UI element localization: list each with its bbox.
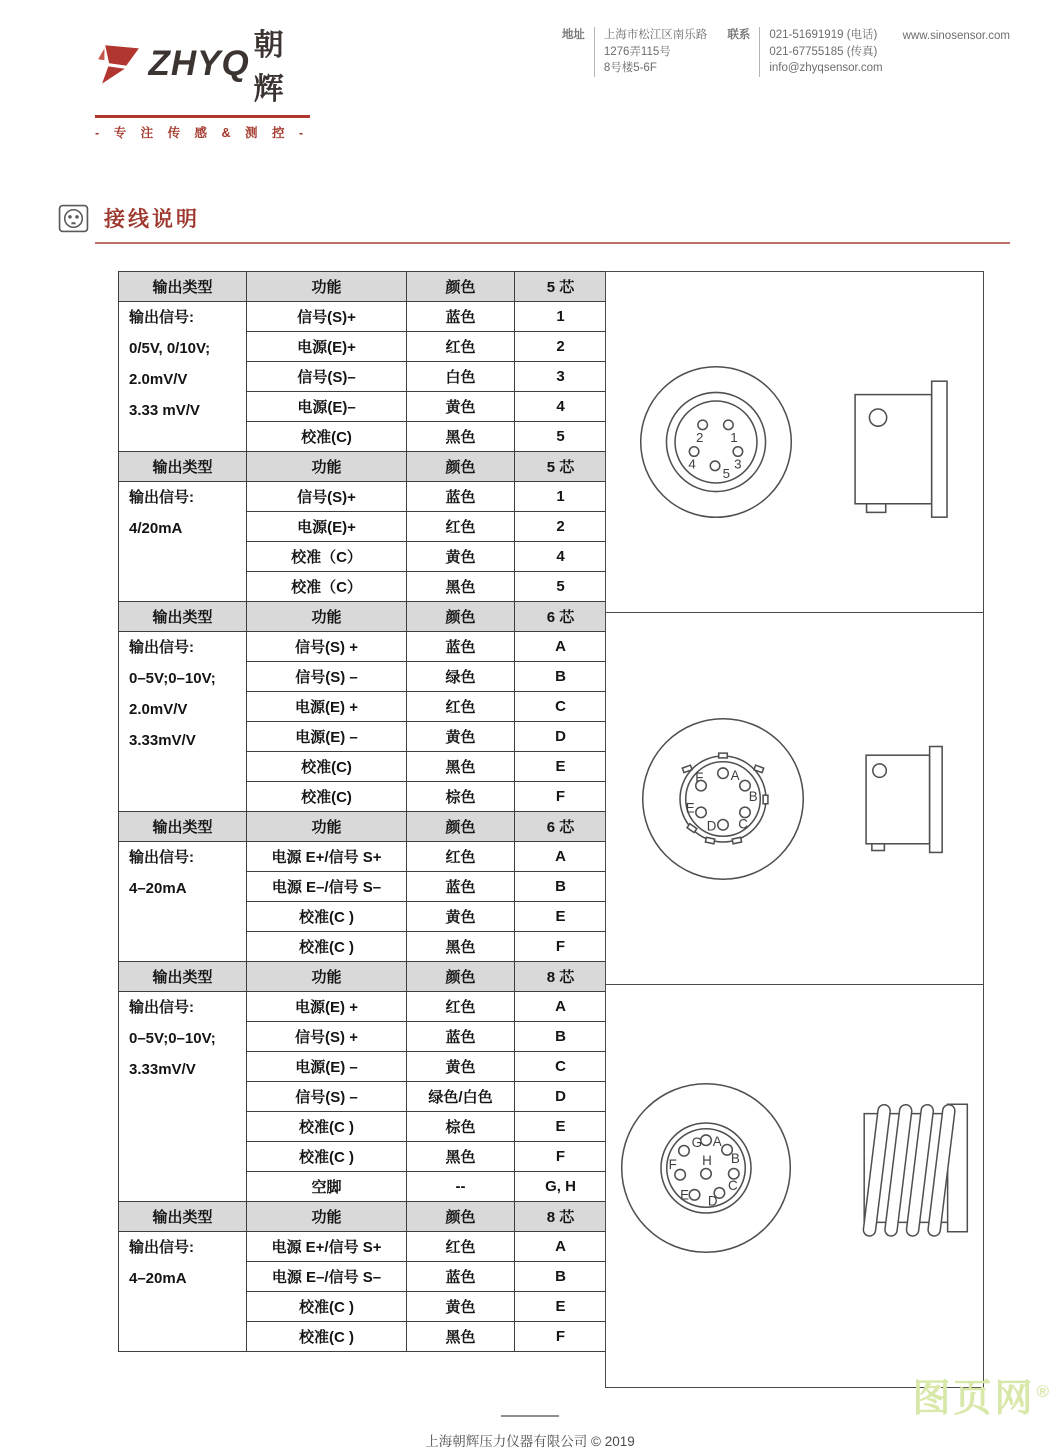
- pin-cell: 2: [515, 512, 607, 542]
- column-header: 颜色: [407, 602, 515, 632]
- pin-cell: D: [515, 1082, 607, 1112]
- contact-label: 联系: [727, 29, 751, 41]
- color-cell: 红色: [407, 992, 515, 1022]
- function-cell: 信号(S) –: [247, 662, 407, 692]
- function-cell: 电源(E)+: [247, 332, 407, 362]
- pin-label: F: [694, 769, 703, 785]
- address-lines: [594, 27, 708, 77]
- pin-cell: F: [515, 932, 607, 962]
- wiring-table-section: [118, 1201, 607, 1352]
- function-cell: 电源 E+/信号 S+: [247, 1232, 407, 1262]
- table-header-row: [119, 812, 607, 842]
- column-header: 颜色: [407, 962, 515, 992]
- color-cell: 白色: [407, 362, 515, 392]
- column-header: 6 芯: [515, 812, 607, 842]
- function-cell: 校准(C ): [247, 1292, 407, 1322]
- address-label: 地址: [561, 29, 585, 41]
- logo-mark-icon: [95, 38, 140, 90]
- column-header: 颜色: [407, 812, 515, 842]
- output-type-cell: [119, 842, 247, 962]
- logo-tagline: - 专 注 传 感 & 测 控 -: [95, 126, 309, 140]
- color-cell: 红色: [407, 512, 515, 542]
- color-cell: 黄色: [407, 1292, 515, 1322]
- diagram-box-8pin: [605, 984, 984, 1388]
- title-underline: [95, 242, 1010, 244]
- pin-cell: 4: [515, 542, 607, 572]
- function-cell: 电源(E) +: [247, 992, 407, 1022]
- output-signal-line: 0/5V, 0/10V;: [129, 340, 211, 357]
- wiring-table-section: [118, 601, 607, 812]
- pin-label: D: [706, 818, 716, 834]
- output-signal-line: 4–20mA: [129, 880, 187, 897]
- pin-cell: B: [515, 872, 607, 902]
- function-cell: 电源(E)+: [247, 512, 407, 542]
- output-signal-line: 0–5V;0–10V;: [129, 1030, 216, 1047]
- pin-cell: 1: [515, 302, 607, 332]
- 8-pin-connector-thread-side-icon: [849, 1093, 975, 1243]
- pin-cell: E: [515, 1112, 607, 1142]
- pin-cell: C: [515, 1052, 607, 1082]
- pin-cell: 3: [515, 362, 607, 392]
- output-type-cell: [119, 302, 247, 452]
- section-header: [58, 203, 1060, 233]
- column-header: 输出类型: [119, 962, 247, 992]
- column-header: 功能: [247, 272, 407, 302]
- color-cell: 蓝色: [407, 632, 515, 662]
- color-cell: 蓝色: [407, 1022, 515, 1052]
- pin-cell: D: [515, 722, 607, 752]
- color-cell: 黑色: [407, 932, 515, 962]
- 8-pin-connector-front-icon: [615, 1077, 797, 1259]
- column-header: 8 芯: [515, 1202, 607, 1232]
- footer-divider: [501, 1415, 559, 1417]
- column-header: 功能: [247, 962, 407, 992]
- function-cell: 校准（C）: [247, 542, 407, 572]
- color-cell: 红色: [407, 842, 515, 872]
- watermark: [912, 1367, 1050, 1422]
- contact-lines: [759, 27, 882, 77]
- address-line: 上海市松江区南乐路: [603, 29, 708, 41]
- color-cell: 黑色: [407, 422, 515, 452]
- page-header: [0, 0, 1060, 141]
- pin-label: 5: [722, 466, 730, 482]
- function-cell: 空脚: [247, 1172, 407, 1202]
- output-signal-line: 输出信号:: [129, 999, 194, 1016]
- table-header-row: [119, 452, 607, 482]
- column-header: 5 芯: [515, 452, 607, 482]
- pin-cell: F: [515, 1322, 607, 1352]
- function-cell: 电源(E) +: [247, 692, 407, 722]
- main-content: [118, 271, 1060, 1388]
- color-cell: 黄色: [407, 1052, 515, 1082]
- output-signal-line: 输出信号:: [129, 489, 194, 506]
- column-header: 颜色: [407, 452, 515, 482]
- pin-cell: F: [515, 1142, 607, 1172]
- 5-pin-connector-side-icon: [849, 363, 955, 521]
- registered-mark-icon: ®: [1036, 1382, 1049, 1401]
- pin-label: A: [730, 767, 740, 783]
- pin-label: D: [707, 1193, 718, 1209]
- function-cell: 信号(S) –: [247, 1082, 407, 1112]
- wiring-table-section: [118, 451, 607, 602]
- function-cell: 校准(C ): [247, 932, 407, 962]
- pin-cell: B: [515, 1022, 607, 1052]
- pin-cell: F: [515, 782, 607, 812]
- contact-line: 021-67755185 (传真): [769, 45, 878, 58]
- column-header: 颜色: [407, 1202, 515, 1232]
- function-cell: 校准(C): [247, 782, 407, 812]
- function-cell: 电源(E) –: [247, 1052, 407, 1082]
- table-row: [119, 632, 607, 662]
- pin-cell: B: [515, 1262, 607, 1292]
- pin-cell: A: [515, 842, 607, 872]
- pin-label: 4: [687, 456, 696, 472]
- output-signal-line: 4–20mA: [129, 1270, 187, 1287]
- contact-line: 021-51691919 (电话): [769, 29, 878, 41]
- color-cell: 蓝色: [407, 872, 515, 902]
- pin-label: H: [701, 1153, 712, 1169]
- function-cell: 信号(S)+: [247, 302, 407, 332]
- pin-cell: 5: [515, 422, 607, 452]
- pin-label: A: [712, 1133, 722, 1149]
- pin-cell: A: [515, 992, 607, 1022]
- pin-label: C: [727, 1178, 738, 1194]
- column-header: 输出类型: [119, 1202, 247, 1232]
- pin-cell: C: [515, 692, 607, 722]
- pin-label: 3: [733, 456, 742, 472]
- contact-block: [727, 27, 882, 77]
- logo-divider: [95, 115, 310, 118]
- output-signal-line: 4/20mA: [129, 520, 183, 537]
- page-footer: [0, 1415, 1060, 1450]
- color-cell: 黄色: [407, 722, 515, 752]
- address-line: 1276弄115号: [603, 45, 671, 58]
- function-cell: 电源(E)–: [247, 392, 407, 422]
- output-signal-line: 2.0mV/V: [129, 701, 188, 718]
- output-signal-line: 0–5V;0–10V;: [129, 670, 216, 687]
- pin-cell: A: [515, 1232, 607, 1262]
- output-type-cell: [119, 992, 247, 1202]
- color-cell: --: [407, 1172, 515, 1202]
- pin-label: E: [679, 1187, 689, 1203]
- function-cell: 电源(E) –: [247, 722, 407, 752]
- color-cell: 黑色: [407, 1322, 515, 1352]
- function-cell: 校准(C ): [247, 1112, 407, 1142]
- column-header: 5 芯: [515, 272, 607, 302]
- pin-cell: 1: [515, 482, 607, 512]
- color-cell: 黑色: [407, 752, 515, 782]
- function-cell: 电源 E–/信号 S–: [247, 1262, 407, 1292]
- pin-label: 2: [695, 430, 703, 445]
- pin-cell: G, H: [515, 1172, 607, 1202]
- address-block: [562, 27, 708, 77]
- color-cell: 黄色: [407, 542, 515, 572]
- table-row: [119, 482, 607, 512]
- output-signal-line: 3.33 mV/V: [129, 402, 200, 419]
- function-cell: 信号(S) +: [247, 632, 407, 662]
- contact-info: [562, 20, 1010, 77]
- company-logo: [95, 20, 310, 141]
- column-header: 颜色: [407, 272, 515, 302]
- logo-latin-text: ZHYQ: [148, 44, 250, 83]
- table-header-row: [119, 272, 607, 302]
- website-url: www.sinosensor.com: [902, 30, 1010, 42]
- pin-label: F: [668, 1156, 677, 1172]
- output-signal-line: 2.0mV/V: [129, 371, 188, 388]
- color-cell: 黑色: [407, 1142, 515, 1172]
- color-cell: 蓝色: [407, 482, 515, 512]
- wiring-table-section: [118, 961, 607, 1202]
- pin-cell: 2: [515, 332, 607, 362]
- column-header: 输出类型: [119, 452, 247, 482]
- pin-cell: 4: [515, 392, 607, 422]
- wiring-table: [118, 271, 606, 1352]
- pin-cell: 5: [515, 572, 607, 602]
- function-cell: 校准（C）: [247, 572, 407, 602]
- color-cell: 黄色: [407, 392, 515, 422]
- output-signal-line: 输出信号:: [129, 639, 194, 656]
- wiring-table-section: [118, 271, 607, 452]
- 6-pin-connector-front-icon: [637, 713, 809, 885]
- column-header: 8 芯: [515, 962, 607, 992]
- function-cell: 校准(C ): [247, 902, 407, 932]
- output-signal-line: 输出信号:: [129, 309, 194, 326]
- diagram-box-6pin: [605, 612, 984, 985]
- color-cell: 绿色/白色: [407, 1082, 515, 1112]
- function-cell: 信号(S)–: [247, 362, 407, 392]
- color-cell: 红色: [407, 332, 515, 362]
- copyright-text: 上海朝辉压力仪器有限公司 © 2019: [425, 1434, 635, 1449]
- output-signal-line: 输出信号:: [129, 1239, 194, 1256]
- color-cell: 蓝色: [407, 1262, 515, 1292]
- output-type-cell: [119, 1232, 247, 1352]
- pin-cell: B: [515, 662, 607, 692]
- pin-cell: E: [515, 752, 607, 782]
- column-header: 功能: [247, 812, 407, 842]
- color-cell: 红色: [407, 1232, 515, 1262]
- pin-label: G: [691, 1134, 702, 1150]
- color-cell: 蓝色: [407, 302, 515, 332]
- table-header-row: [119, 602, 607, 632]
- function-cell: 校准(C ): [247, 1322, 407, 1352]
- pin-cell: E: [515, 902, 607, 932]
- output-signal-line: 3.33mV/V: [129, 1061, 196, 1078]
- function-cell: 校准(C): [247, 422, 407, 452]
- column-header: 功能: [247, 602, 407, 632]
- color-cell: 黑色: [407, 572, 515, 602]
- pin-label: 1: [729, 430, 738, 445]
- pin-label: B: [730, 1151, 740, 1167]
- color-cell: 绿色: [407, 662, 515, 692]
- column-header: 功能: [247, 1202, 407, 1232]
- output-signal-line: 输出信号:: [129, 849, 194, 866]
- color-cell: 红色: [407, 692, 515, 722]
- table-header-row: [119, 1202, 607, 1232]
- column-header: 输出类型: [119, 272, 247, 302]
- column-header: 输出类型: [119, 812, 247, 842]
- color-cell: 棕色: [407, 782, 515, 812]
- 5-pin-connector-front-icon: [635, 361, 797, 523]
- color-cell: 黄色: [407, 902, 515, 932]
- logo-cn-text: 朝辉: [253, 29, 285, 106]
- pin-label: E: [685, 799, 695, 815]
- page-title: 接线说明: [104, 208, 200, 231]
- diagram-panel: [605, 271, 984, 1388]
- watermark-text: 图页网: [912, 1378, 1036, 1420]
- pin-label: C: [737, 816, 748, 832]
- table-row: [119, 842, 607, 872]
- output-signal-line: 3.33mV/V: [129, 732, 196, 749]
- function-cell: 信号(S)+: [247, 482, 407, 512]
- function-cell: 电源 E+/信号 S+: [247, 842, 407, 872]
- function-cell: 校准(C ): [247, 1142, 407, 1172]
- output-type-cell: [119, 632, 247, 812]
- function-cell: 电源 E–/信号 S–: [247, 872, 407, 902]
- table-row: [119, 1232, 607, 1262]
- diagram-box-5pin: [605, 271, 984, 613]
- pin-cell: A: [515, 632, 607, 662]
- color-cell: 棕色: [407, 1112, 515, 1142]
- pin-cell: E: [515, 1292, 607, 1322]
- connector-socket-icon: [58, 204, 89, 233]
- address-line: 8号楼5-6F: [603, 62, 657, 75]
- column-header: 输出类型: [119, 602, 247, 632]
- column-header: 6 芯: [515, 602, 607, 632]
- table-row: [119, 302, 607, 332]
- output-type-cell: [119, 482, 247, 602]
- function-cell: 校准(C): [247, 752, 407, 782]
- table-header-row: [119, 962, 607, 992]
- pin-label: B: [748, 788, 758, 804]
- contact-line: info@zhyqsensor.com: [769, 62, 883, 75]
- wiring-table-section: [118, 811, 607, 962]
- table-row: [119, 992, 607, 1022]
- 6-pin-connector-side-icon: [861, 734, 953, 864]
- column-header: 功能: [247, 452, 407, 482]
- function-cell: 信号(S) +: [247, 1022, 407, 1052]
